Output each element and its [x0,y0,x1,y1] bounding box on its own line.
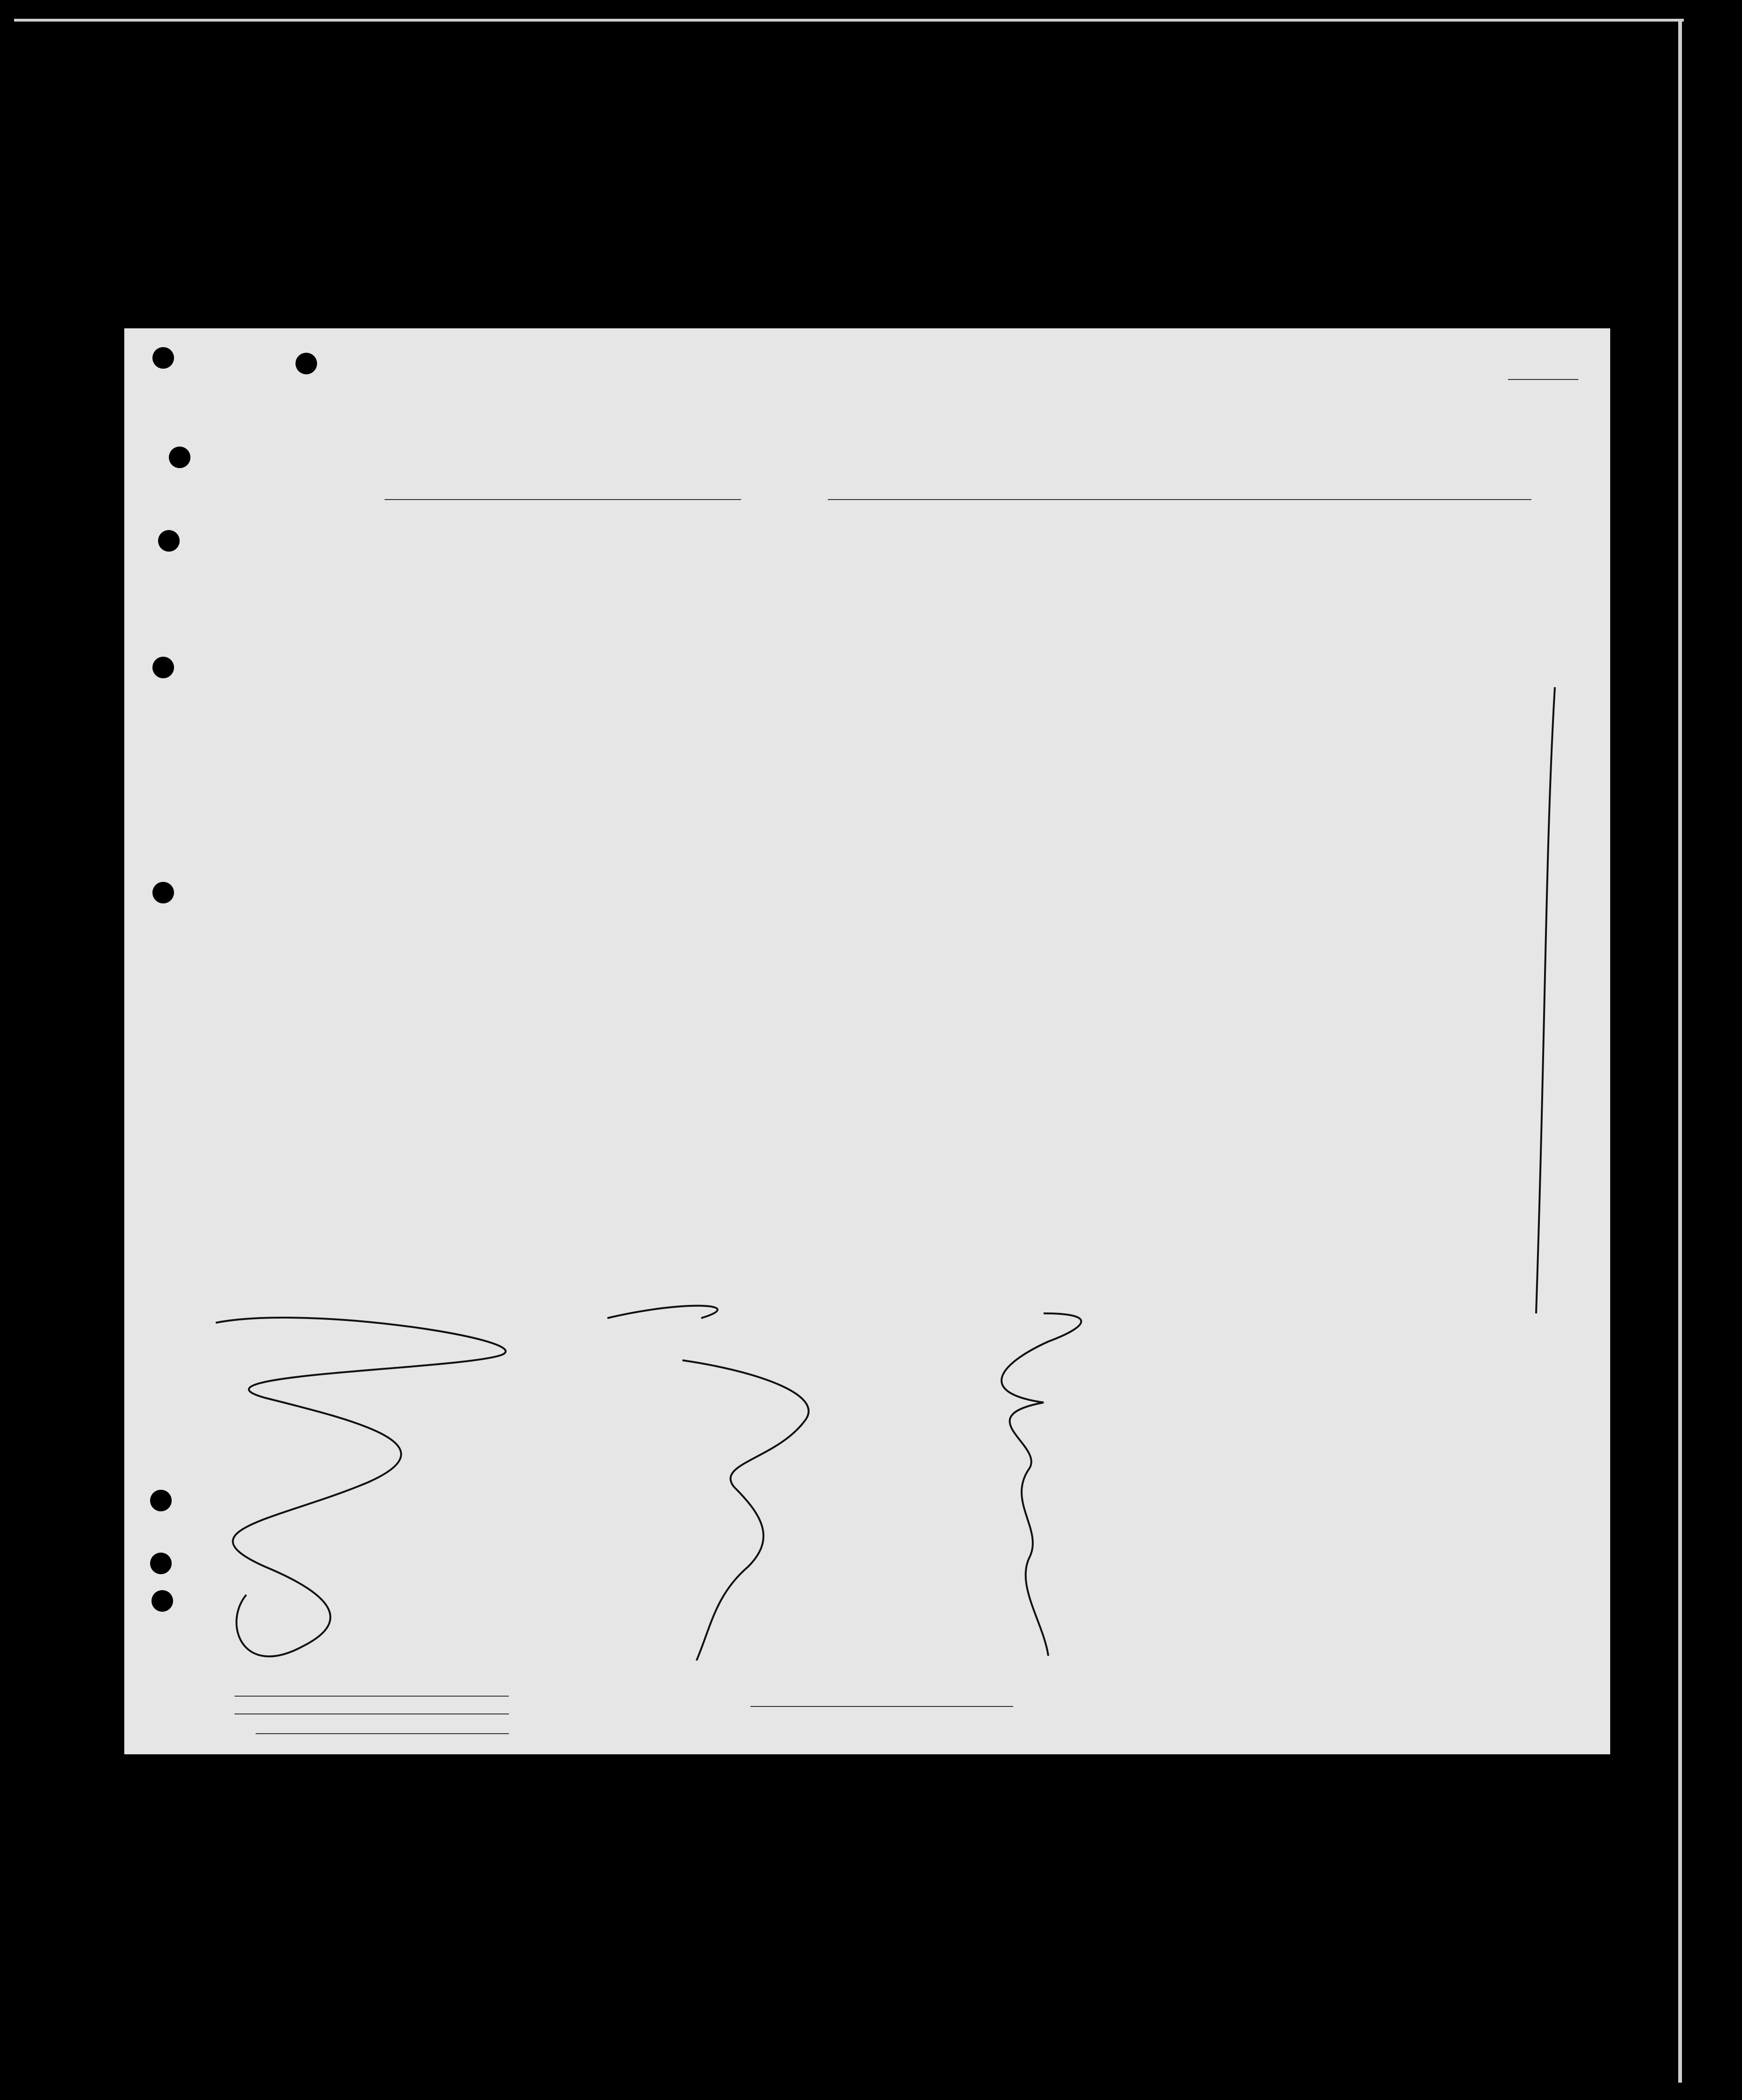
manifest-sheet [124,328,1610,1754]
film-edge-text [0,33,1742,70]
handwritten-scribbles [124,328,1610,1754]
film-edge-right [1678,19,1682,2083]
film-edge-top [14,19,1684,22]
